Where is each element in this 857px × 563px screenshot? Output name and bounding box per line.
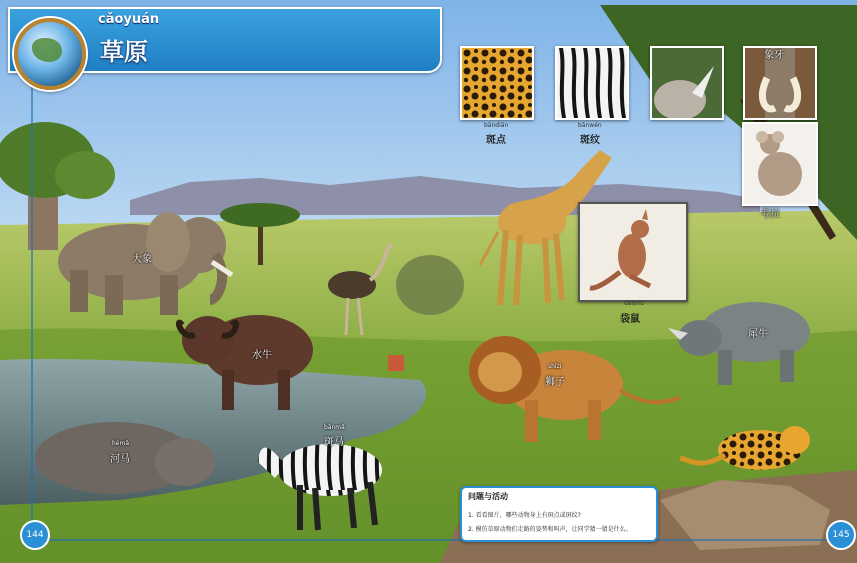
- title-pinyin: cǎoyuán: [98, 12, 160, 27]
- zebra-label: 斑马: [324, 437, 344, 448]
- spots-label: 斑点: [486, 135, 506, 146]
- questions-box: [460, 486, 658, 542]
- rhino-horn-thumbnail: [650, 46, 724, 120]
- hippo-pinyin: hémǎ: [112, 440, 130, 447]
- globe-icon: [14, 18, 86, 90]
- stripes-pinyin: bānwén: [578, 122, 602, 129]
- zebra-stripes-thumbnail: [555, 46, 629, 120]
- lion-pinyin: shīzi: [548, 363, 562, 370]
- kangaroo-inset: [578, 202, 688, 302]
- elephant-label: 大象: [132, 254, 152, 265]
- kangaroo-label: 袋鼠: [620, 314, 640, 325]
- tusk-label: 象牙: [764, 50, 784, 61]
- buffalo-label: 水牛: [252, 350, 272, 361]
- question-item: 2. 模仿草原动物们走路的姿势和叫声，让同学猜一猜是什么。: [468, 526, 632, 533]
- page-number-left: 144: [20, 520, 50, 550]
- kangaroo-pinyin: dàishǔ: [624, 300, 644, 307]
- koala-label: 考拉: [760, 209, 780, 220]
- rhino-label: 犀牛: [748, 329, 768, 340]
- page-number-right: 145: [826, 520, 856, 550]
- page-title: 草原: [100, 38, 148, 66]
- lion-label: 狮子: [545, 377, 565, 388]
- hippo-label: 河马: [110, 454, 130, 465]
- leopard-spots-thumbnail: [460, 46, 534, 120]
- spots-pinyin: bāndiǎn: [484, 122, 509, 129]
- koala-thumbnail: [742, 122, 818, 206]
- zebra-pinyin: bānmǎ: [324, 424, 345, 431]
- leopard-pattern-icon: [462, 48, 532, 118]
- stripes-label: 斑纹: [580, 135, 600, 146]
- question-item: 1. 看看图片，哪些动物身上有斑点或斑纹?: [468, 512, 581, 519]
- zebra-pattern-icon: [557, 48, 627, 118]
- koala-icon: [744, 124, 816, 204]
- horn-icon: [652, 48, 722, 118]
- kangaroo-icon: [580, 204, 686, 300]
- questions-title: 问题与活动: [468, 492, 508, 501]
